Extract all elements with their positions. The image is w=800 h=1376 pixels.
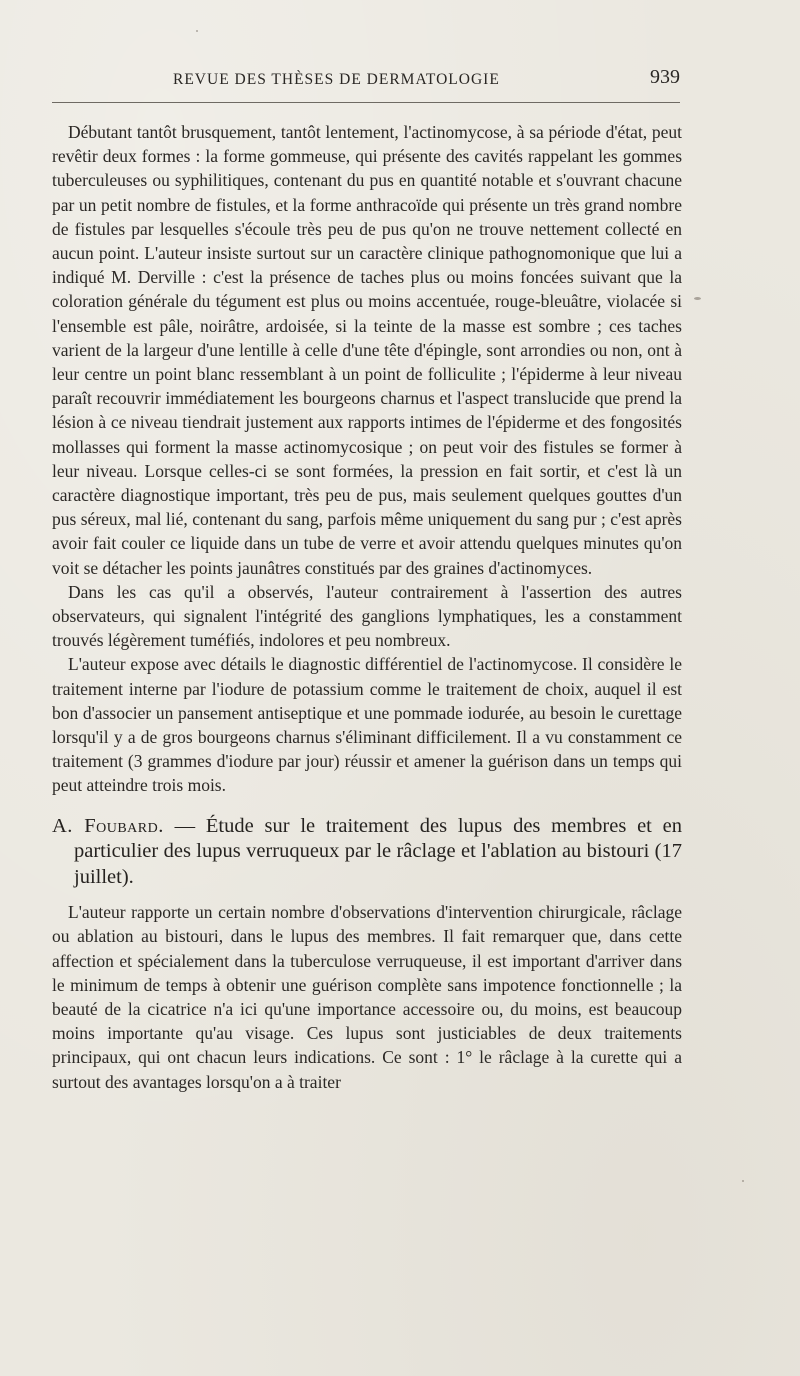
ink-speck: [196, 30, 198, 32]
entry-title: — Étude sur le traitement des lupus des membres et en particulier des lupus verruqueux par le râclage et l'ablation au bistouri (17 juillet).: [74, 814, 682, 888]
ink-speck: [742, 1180, 744, 1182]
paragraph-actinomycose-forms: Débutant tantôt brusquement, tantôt lentement, l'actinomycose, à sa période d'état, peut revêtir deux formes : la forme gommeuse, qui présente des cavités rappelant les gommes tuberculeuses ou syphilitiques, contenant du pus en quantité notable et s'ouvrant chacune par un petit nombre de fistules, et la forme anthracoïde qui présente un très grand nombre de fistules par lesquelles s'écoule très peu de pus qu'on ne trouve nettement collecté en aucun point. L'auteur insiste surtout sur un caractère clinique pathognomonique que lui a indiqué M. Derville : c'est la présence de taches plus ou moins foncées suivant que la coloration générale du tégument est plus ou moins accentuée, rouge-bleuâtre, violacée si l'ensemble est pâle, noirâtre, ardoisée, si la teinte de la masse est sombre ; ces taches varient de la largeur d'une lentille à celle d'une tête d'épingle, sont arrondies ou non, ont à leur centre un point blanc ressemblant à un point de folliculite ; l'épiderme à leur niveau paraît recouvrir immédiatement les bourgeons charnus et l'aspect translucide que prend la lésion à ce niveau tiendrait justement aux rapports intimes de l'épiderme et des fongosités mollasses qui forment la masse actinomycosique ; on peut voir des fistules se former à leur niveau. Lorsque celles-ci se sont formées, la pression en fait sortir, et c'est là un caractère diagnostique important, très peu de pus, mais seulement quelques gouttes d'un pus séreux, mal lié, contenant du sang, parfois même uniquement du sang pur ; c'est après avoir fait couler ce liquide dans un tube de verre et avoir attendu quelques minutes qu'on voit se détacher les points jaunâtres constitués par des graines d'actinomyces.: [52, 122, 682, 578]
paragraph-ganglions: Dans les cas qu'il a observés, l'auteur contrairement à l'assertion des autres observateurs, qui signalent l'intégrité des ganglions lymphatiques, les a constamment trouvés légèrement tuméfiés, indolores et peu nombreux.: [52, 581, 682, 651]
body-text: [52, 120, 682, 1094]
page-number: 939: [650, 66, 680, 88]
entry-author: A. Foubard.: [52, 814, 164, 837]
paragraph-lupus: L'auteur rapporte un certain nombre d'observations d'intervention chirurgicale, râclage ou ablation au bistouri, dans le lupus des membres. Il fait remarquer que, dans cette affection et spécialement dans la tuberculose verruqueuse, il est important d'arriver dans le minimum de temps à obtenir une guérison complète sans impotence fonctionnelle ; la beauté de la cicatrice n'a ici qu'une importance accessoire ou, du moins, est beaucoup moins importante qu'au visage. Ces lupus sont justiciables de deux traitements principaux, qui ont chacun leurs indications. Ce sont : 1° le râclage à la curette qui a surtout des avantages lorsqu'on a à traiter: [52, 902, 682, 1092]
bibliographic-entry: [52, 814, 682, 891]
running-header: [52, 62, 680, 103]
paragraph-treatment: L'auteur expose avec détails le diagnostic différentiel de l'actinomycose. Il considère le traitement interne par l'iodure de potassium comme le traitement de choix, auquel il est bon d'associer un pansement antiseptique et une pommade iodurée, au besoin le curettage lorsqu'il y a de gros bourgeons charnus s'éliminant difficilement. Il a vu constamment ce traitement (3 grammes d'iodure par jour) réussir et amener la guérison dans un temps qui peut atteindre trois mois.: [52, 654, 682, 796]
running-title: REVUE DES THÈSES DE DERMATOLOGIE: [173, 71, 500, 88]
ink-speck: [694, 297, 701, 300]
